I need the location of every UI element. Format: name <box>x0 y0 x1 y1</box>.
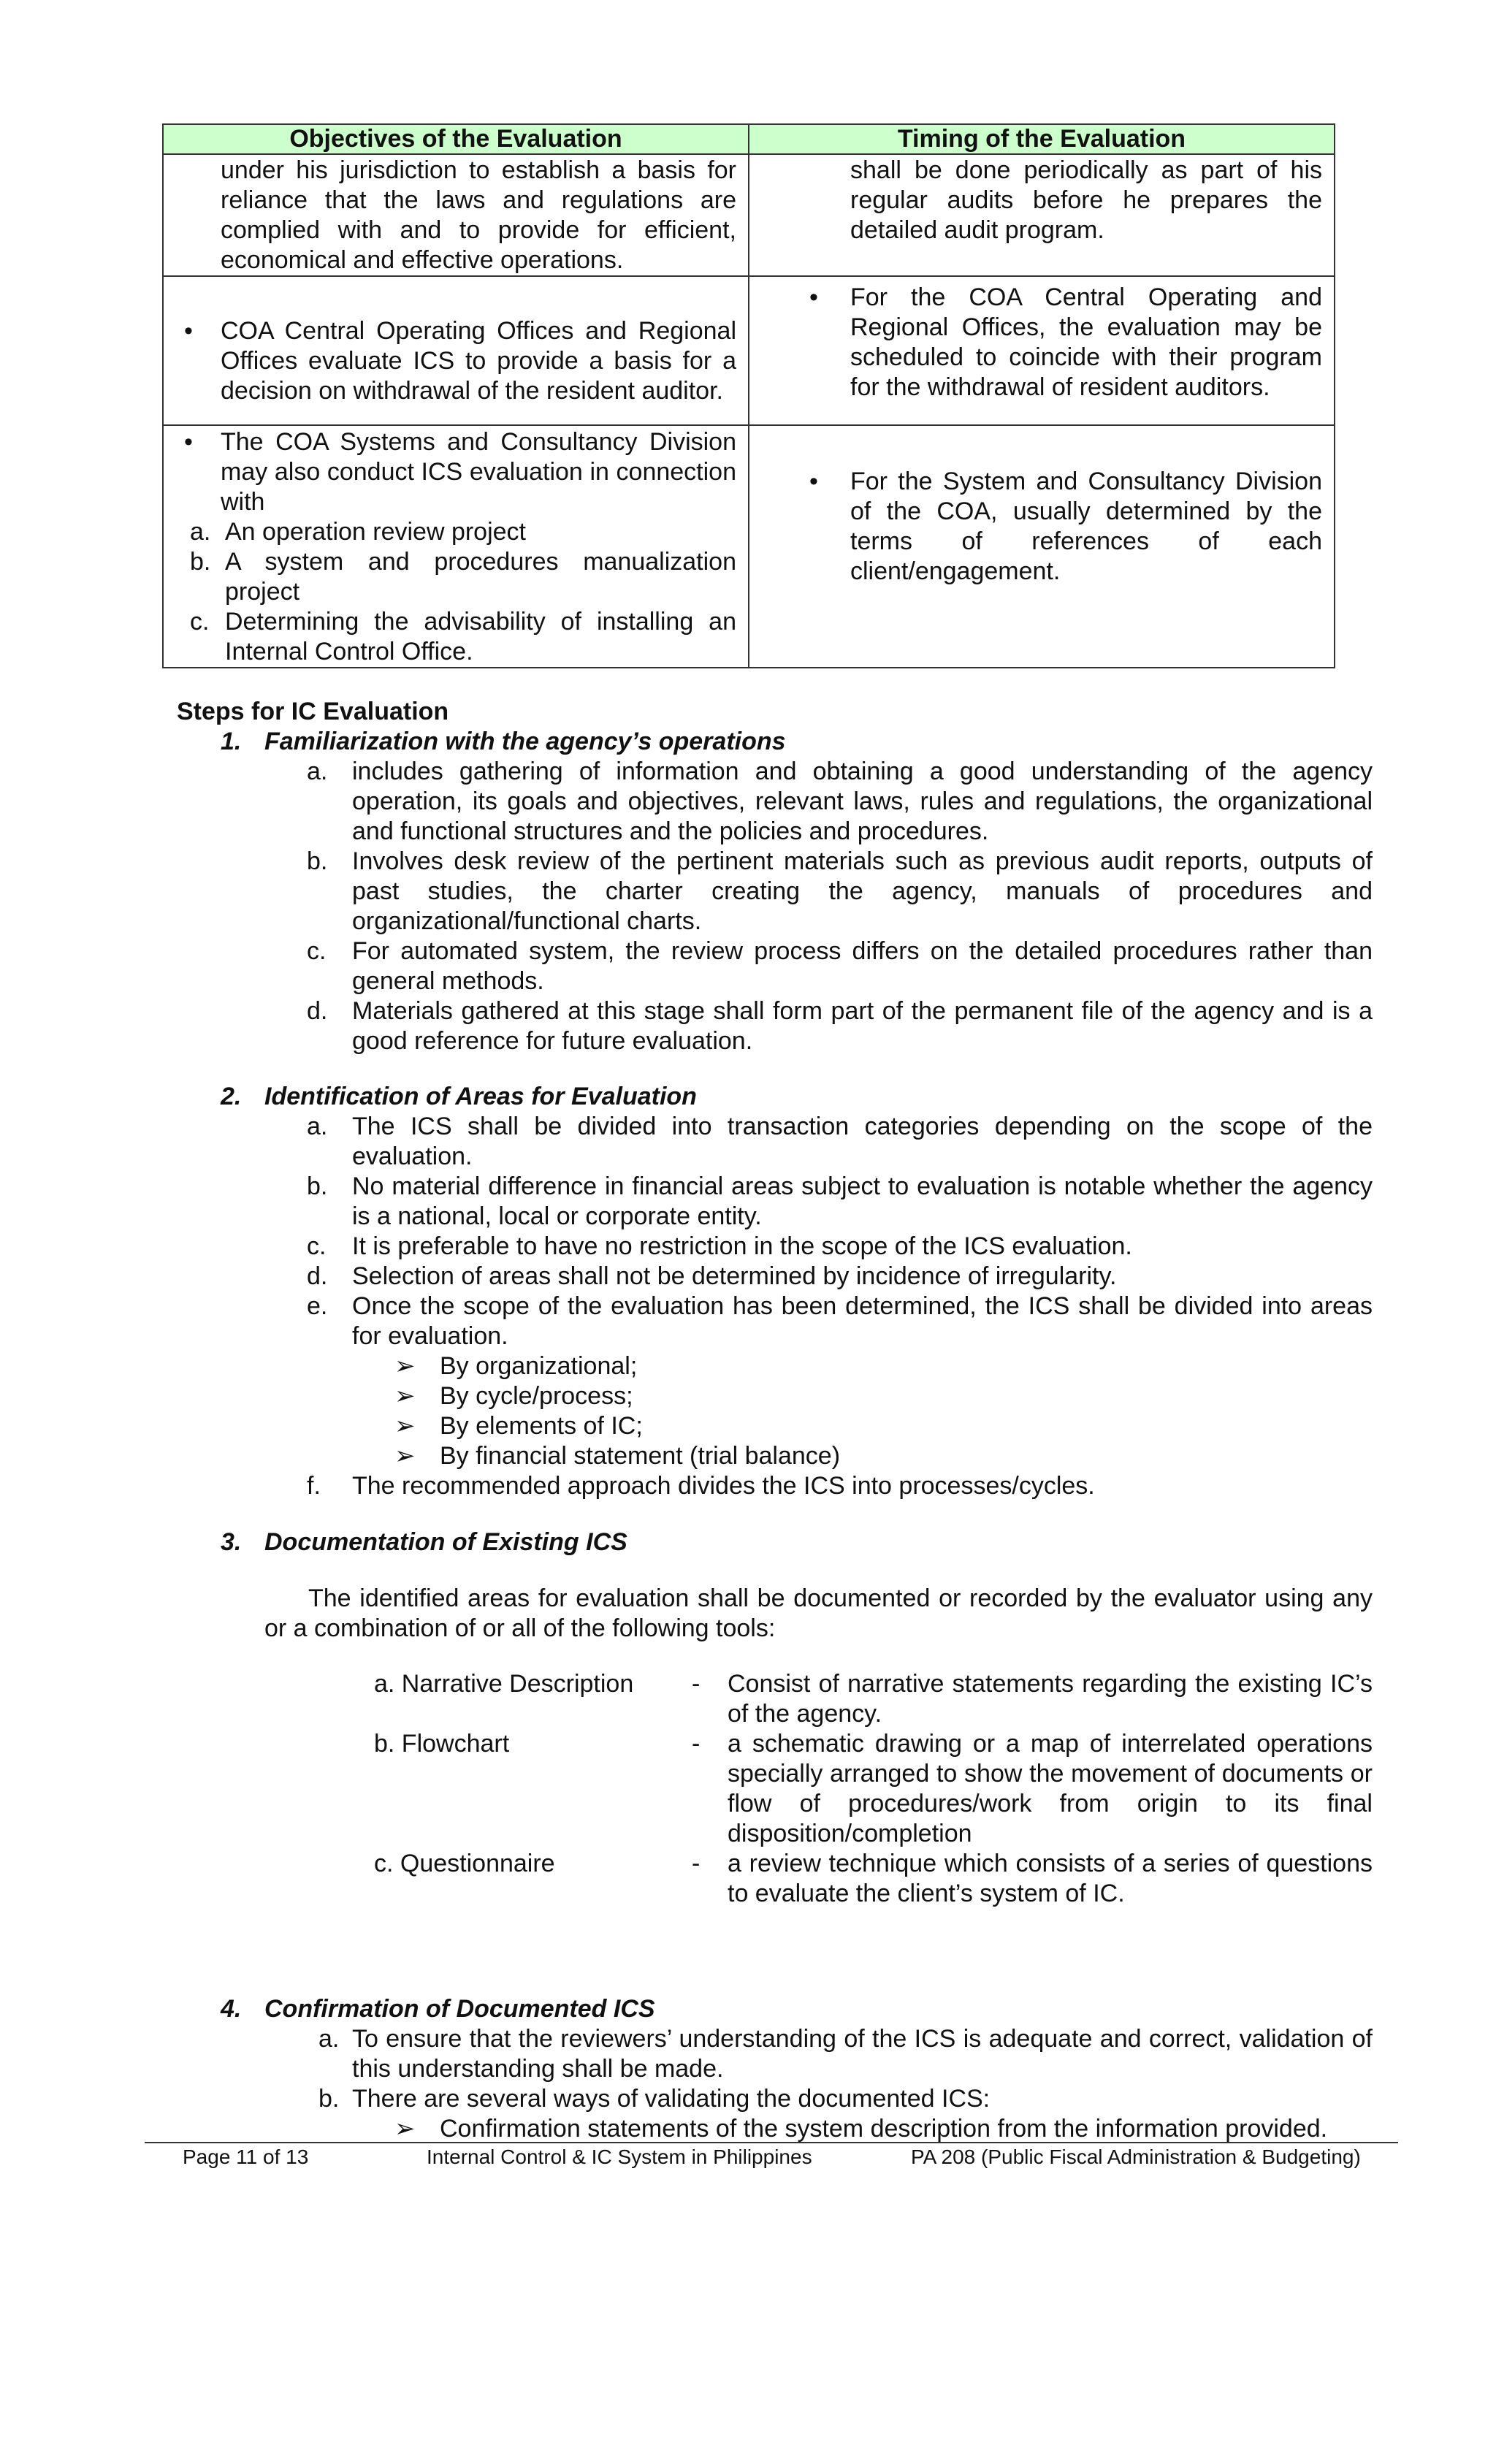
footer-course: PA 208 (Public Fiscal Administration & Budgeting) <box>911 2145 1361 2168</box>
header-objectives: Objectives of the Evaluation <box>163 124 749 154</box>
table-cell <box>163 276 749 425</box>
tool-dash: - <box>692 1670 701 1698</box>
row2-timing-item <box>809 283 1322 403</box>
footer-page-number: Page 11 of 13 <box>183 2145 309 2168</box>
bullet-icon: • <box>809 468 818 495</box>
tool-name: a. Narrative Description <box>374 1670 634 1698</box>
table-row <box>163 425 1335 668</box>
table-row <box>163 276 1335 425</box>
row3-objective-item <box>184 427 736 517</box>
arrow-bullet-icon: ➢ <box>394 1442 416 1470</box>
bullet-icon: • <box>809 283 818 311</box>
bullet-icon: • <box>184 316 193 345</box>
list-item: f. The recommended approach divides the ICS into processes/cycles. <box>307 1472 1095 1500</box>
table-cell <box>749 425 1335 668</box>
list-item: e. Once the scope of the evaluation has been determined, the ICS shall be divided into areas for evaluation. <box>307 1292 1373 1350</box>
table-cell <box>163 425 749 668</box>
tool-description: a schematic drawing or a map of interrelated operations specially arranged to show the movement of documents or flow of procedures/work from origin to its final disposition/completion <box>728 1730 1373 1847</box>
list-item: b. Involves desk review of the pertinent materials such as previous audit reports, outputs of past studies, the charter creating the agency, manuals of procedures and organizational/functional charts. <box>307 847 1373 935</box>
arrow-bullet-icon: ➢ <box>394 1412 416 1440</box>
list-item: c. It is preferable to have no restriction in the scope of the ICS evaluation. <box>307 1232 1132 1260</box>
row2-objective-item <box>184 316 736 406</box>
arrow-bullet-icon: ➢ <box>394 1352 416 1380</box>
list-item: b. There are several ways of validating the documented ICS: <box>318 2085 991 2113</box>
tool-description: a review technique which consists of a series of questions to evaluate the client’s system of IC. <box>728 1850 1373 1907</box>
table-row <box>163 154 1335 276</box>
tool-description: Consist of narrative statements regarding the existing IC’s of the agency. <box>728 1670 1373 1728</box>
footer-divider <box>145 2142 1398 2143</box>
table-cell <box>749 276 1335 425</box>
row1-objective: under his jurisdiction to establish a basis for reliance that the laws and regulations are complied with and to provide for efficient, economical and effective operations. <box>221 156 736 274</box>
list-item: a. To ensure that the reviewers’ understanding of the ICS is adequate and correct, validation of this understanding shall be made. <box>318 2025 1373 2083</box>
bullet-icon: • <box>184 428 193 456</box>
list-item: d. Selection of areas shall not be determined by incidence of irregularity. <box>307 1262 1117 1290</box>
list-item: c. For automated system, the review process differs on the detailed procedures rather than general methods. <box>307 937 1373 995</box>
list-item: b. A system and procedures manualization project <box>190 548 736 606</box>
tool-name: c. Questionnaire <box>374 1850 555 1877</box>
list-item: a. includes gathering of information and obtaining a good understanding of the agency operation, its goals and objectives, relevant laws, rules and regulations, the organizational and functional structures and the policies and procedures. <box>307 758 1373 845</box>
step3-intro: The identified areas for evaluation shall be documented or recorded by the evaluator using any or a combination of or all of the following tools: <box>264 1584 1373 1642</box>
tool-name: b. Flowchart <box>374 1730 510 1758</box>
row3-timing: For the System and Consultancy Division of the COA, usually determined by the terms of references of each client/engagement. <box>850 468 1322 585</box>
steps-title: Steps for IC Evaluation <box>177 698 449 725</box>
row2-objective: COA Central Operating Offices and Regional Offices evaluate ICS to provide a basis for a decision on withdrawal of the resident auditor. <box>221 316 736 405</box>
arrow-bullet-icon: ➢ <box>394 1382 416 1410</box>
evaluation-table <box>162 123 1335 668</box>
row3-objective: The COA Systems and Consultancy Division may also conduct ICS evaluation in connection with <box>221 428 736 516</box>
list-item: a. An operation review project <box>190 518 527 546</box>
list-item: a. The ICS shall be divided into transaction categories depending on the scope of the evaluation. <box>307 1113 1373 1170</box>
table-cell <box>163 154 749 276</box>
row1-timing: shall be done periodically as part of his regular audits before he prepares the detailed audit program. <box>850 156 1322 244</box>
table-cell <box>749 154 1335 276</box>
footer-document-title: Internal Control & IC System in Philippines <box>427 2145 812 2168</box>
document-page: Objectives of the Evaluation Timing of the Evaluation under his jurisdiction to establish a basis for reliance that the laws and regulations are complied with and to provide for efficient, economical and effective operations. shall be done periodically as part of his regular audits before he prepares the detailed audit program. • COA Central Operating Offices and Regional Offices evaluate ICS to provide a basis for a decision on withdrawal of the resident auditor. • For the COA Central Operating and Regional Offices, the evaluation may be scheduled to coincide with their program for the withdrawal of resident auditors. • The COA Systems and Consultancy Division may also conduct ICS evaluation in connection with a. An operation review project b. A system and procedures manualization project c. Determining the advisability of installing an Internal Control Office. • For the System and Consultancy Division of the COA, usually determined by the terms of references of each client/engagement. Steps for IC Evaluation 1. Familiarization with the agency’s operations a. includes gathering of information and obtaining a good understanding of the agency operation, its goals and objectives, relevant laws, rules and regulations, the organizational and functional structures and the policies and procedures. b. Involves desk review of the pertinent materials such as previous audit reports, outputs of past studies, the charter creating the agency, manuals of procedures and organizational/functional charts. c. For automated system, the review process differs on the detailed procedures rather than general methods. d. Materials gathered at this stage shall form part of the permanent file of the agency and is a good reference for future evaluation. 2. Identification of Areas for Evaluation a. The ICS shall be divided into transaction categories depending on the scope of the evaluation. b. No material difference in financial areas subject to evaluation is notable whether the agency is a national, local or corporate entity. c. It is preferable to have no restriction in the scope of the ICS evaluation. d. Selection of areas shall not be determined by incidence of irregularity. e. Once the scope of the evaluation has been determined, the ICS shall be divided into areas for evaluation. ➢ By organizational; ➢ By cycle/process; ➢ By elements of IC; ➢ By financial statement (trial balance) f. The recommended approach divides the ICS into processes/cycles. 3. Documentation of Existing ICS The identified areas for evaluation shall be documented or recorded by the evaluator using any or a combination of or all of the following tools: a. Narrative Description - Consist of narrative statements regarding the existing IC’s of the agency. b. Flowchart - a schematic drawing or a map of interrelated operations specially arranged to show the movement of documents or flow of procedures/work from origin to its final disposition/completion c. Questionnaire - a review technique which consists of a series of questions to evaluate the client’s system of IC. 4. Confirmation of Documented ICS a. To ensure that the reviewers’ understanding of the ICS is adequate and correct, validation of this understanding shall be made. b. There are several ways of validating the documented ICS: ➢ Confirmation statements of the system description from the information provided. Page 11 of 13 Internal Control & IC System in Philippines PA 208 (Public Fiscal Administration & Budgeting) <box>0 0 1496 2464</box>
arrow-bullet-icon: ➢ <box>394 2115 416 2143</box>
header-timing: Timing of the Evaluation <box>749 124 1335 154</box>
list-item: d. Materials gathered at this stage shall form part of the permanent file of the agency and is a good reference for future evaluation. <box>307 997 1373 1055</box>
table-header-row <box>163 124 1335 154</box>
list-item: b. No material difference in financial areas subject to evaluation is notable whether the agency is a national, local or corporate entity. <box>307 1172 1373 1230</box>
list-item: c. Determining the advisability of installing an Internal Control Office. <box>190 608 736 665</box>
tool-dash: - <box>692 1850 701 1877</box>
tool-dash: - <box>692 1730 701 1758</box>
row3-sublist <box>178 517 736 667</box>
row3-timing-item <box>809 467 1322 587</box>
row2-timing: For the COA Central Operating and Regional Offices, the evaluation may be scheduled to coincide with their program for the withdrawal of resident auditors. <box>850 283 1322 401</box>
